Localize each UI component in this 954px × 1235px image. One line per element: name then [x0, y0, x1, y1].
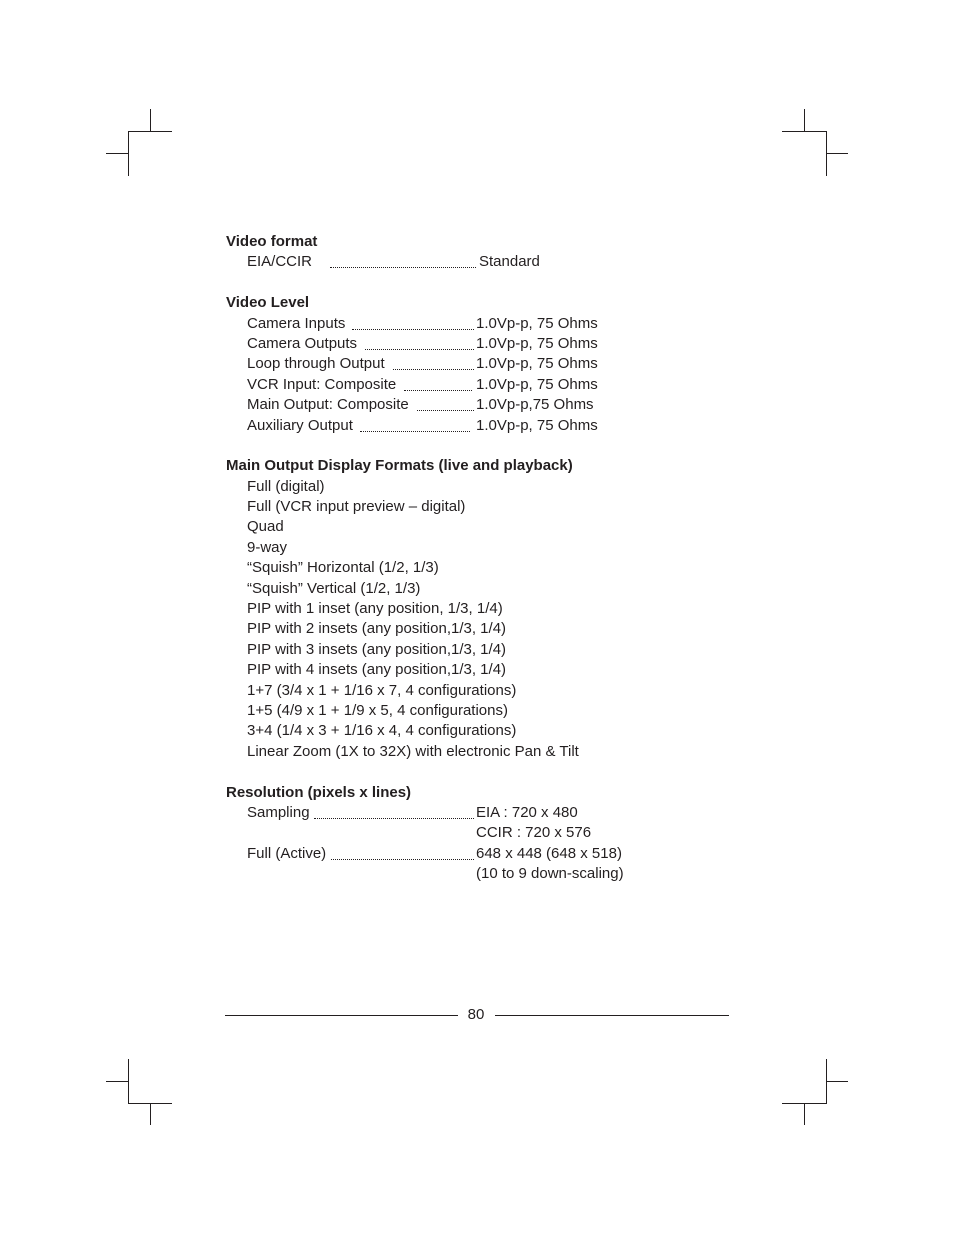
section-heading: Video Level	[226, 294, 310, 312]
crop-mark-bottom-left-h1	[106, 1081, 128, 1082]
dot-leader	[393, 369, 474, 370]
crop-mark-top-left-v2	[128, 131, 129, 176]
spec-label: Loop through Output	[247, 354, 385, 374]
list-item: PIP with 2 insets (any position,1/3, 1/4)	[247, 620, 507, 638]
list-item: PIP with 4 insets (any position,1/3, 1/4)	[247, 661, 507, 679]
spec-label: Camera Outputs	[247, 334, 357, 354]
list-item: “Squish” Vertical (1/2, 1/3)	[247, 579, 421, 597]
crop-mark-bottom-right-v	[826, 1059, 827, 1104]
spec-row	[226, 395, 746, 415]
spec-label: Full (Active)	[247, 844, 326, 864]
section-heading: Main Output Display Formats (live and playback)	[226, 457, 573, 475]
list-item: Quad	[247, 518, 284, 536]
spec-row	[226, 354, 746, 374]
spec-label: Auxiliary Output	[247, 416, 353, 436]
spec-value: CCIR : 720 x 576	[476, 824, 592, 842]
spec-value: EIA : 720 x 480	[476, 803, 578, 821]
crop-mark-top-left-v	[150, 109, 151, 131]
spec-row	[226, 844, 746, 864]
list-item: PIP with 1 inset (any position, 1/3, 1/4)	[247, 600, 503, 618]
spec-row	[226, 864, 746, 884]
section-heading: Video format	[226, 233, 318, 250]
dot-leader	[314, 818, 474, 819]
list-item: Linear Zoom (1X to 32X) with electronic Pan & Tilt	[247, 742, 579, 760]
spec-label: Camera Inputs	[247, 314, 345, 334]
section-resolution	[226, 783, 746, 885]
dot-leader	[330, 267, 476, 268]
spec-value: 1.0Vp-p,75 Ohms	[476, 396, 594, 414]
crop-mark-bottom-right-v2	[804, 1103, 805, 1125]
list-item: 3+4 (1/4 x 3 + 1/16 x 4, 4 configurations)	[247, 722, 517, 740]
dot-leader	[331, 859, 474, 860]
spec-row	[226, 334, 746, 354]
spec-value: 1.0Vp-p, 75 Ohms	[476, 355, 598, 373]
crop-mark-top-right-h2	[826, 153, 848, 154]
list-item: 1+7 (3/4 x 1 + 1/16 x 7, 4 configurations)	[247, 681, 517, 699]
crop-mark-top-left-h1	[128, 131, 172, 132]
list-item: Full (VCR input preview – digital)	[247, 498, 466, 516]
dot-leader	[360, 431, 470, 432]
spec-label: Sampling	[247, 803, 310, 823]
spec-value: 648 x 448 (648 x 518)	[476, 844, 622, 862]
spec-row	[226, 823, 746, 843]
list-item: Full (digital)	[247, 477, 325, 495]
dot-leader	[352, 329, 474, 330]
list-item: 1+5 (4/9 x 1 + 1/9 x 5, 4 configurations)	[247, 701, 508, 719]
spec-label: Main Output: Composite	[247, 395, 409, 415]
section-video-format	[226, 232, 746, 273]
dot-leader	[365, 349, 474, 350]
page-number: 80	[467, 1006, 485, 1023]
spec-row	[226, 803, 746, 823]
section-heading: Resolution (pixels x lines)	[226, 783, 412, 801]
list-item: PIP with 3 insets (any position,1/3, 1/4)	[247, 640, 507, 658]
crop-mark-bottom-right-h1	[826, 1081, 848, 1082]
dot-leader	[417, 410, 474, 411]
crop-mark-top-right-v	[804, 109, 805, 131]
spec-row	[226, 314, 746, 334]
list-item: “Squish” Horizontal (1/2, 1/3)	[247, 559, 439, 577]
crop-mark-bottom-left-v2	[150, 1103, 151, 1125]
dot-leader	[404, 390, 472, 391]
crop-mark-top-right-h1	[782, 131, 826, 132]
spec-value: 1.0Vp-p, 75 Ohms	[476, 375, 598, 393]
section-display-formats	[226, 456, 746, 762]
spec-row	[226, 375, 746, 395]
spec-label: VCR Input: Composite	[247, 375, 396, 395]
section-video-level	[226, 293, 746, 436]
spec-row	[226, 252, 746, 272]
spec-label: EIA/CCIR	[247, 252, 312, 272]
spec-value: 1.0Vp-p, 75 Ohms	[476, 416, 598, 434]
footer-rule-left	[225, 1015, 458, 1016]
footer-rule-right	[495, 1015, 729, 1016]
spec-value: (10 to 9 down-scaling)	[476, 865, 624, 883]
crop-mark-top-left-h2	[106, 153, 128, 154]
spec-value: 1.0Vp-p, 75 Ohms	[476, 334, 598, 352]
spec-content	[226, 232, 746, 905]
spec-value: 1.0Vp-p, 75 Ohms	[476, 314, 598, 332]
spec-value: Standard	[479, 253, 540, 271]
list-item: 9-way	[247, 538, 288, 556]
crop-mark-bottom-left-v	[128, 1059, 129, 1104]
spec-row	[226, 416, 746, 436]
